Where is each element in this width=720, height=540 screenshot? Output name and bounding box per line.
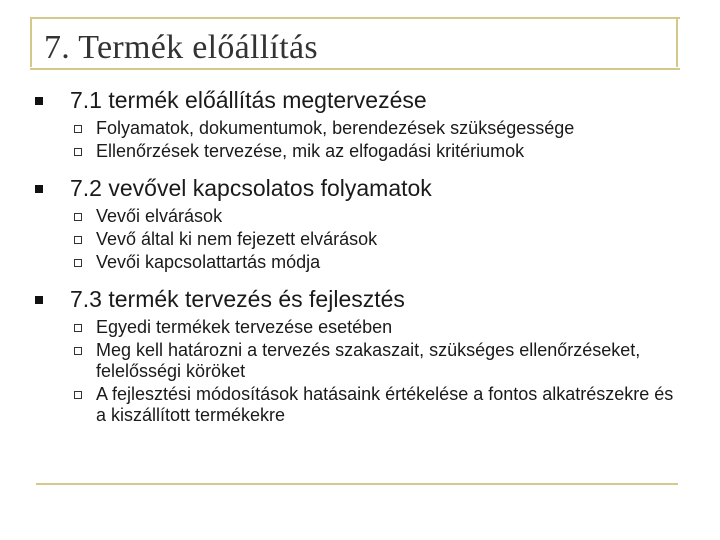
title-frame-left-line <box>30 17 32 67</box>
list-item <box>32 141 682 162</box>
section-heading-text: 7.2 vevővel kapcsolatos folyamatok <box>70 175 432 201</box>
list-item-text: Vevő által ki nem fejezett elvárások <box>96 229 378 249</box>
hollow-square-icon <box>74 213 82 221</box>
list-item-text: Folyamatok, dokumentumok, berendezések szükségessége <box>96 118 575 138</box>
slide-title: 7. Termék előállítás <box>44 29 318 66</box>
section-heading-text: 7.1 termék előállítás megtervezése <box>70 87 427 113</box>
filled-square-icon <box>35 185 43 193</box>
title-frame-top-line <box>30 17 680 19</box>
hollow-square-icon <box>74 324 82 332</box>
title-frame-right-line <box>676 17 678 67</box>
filled-square-icon <box>35 296 43 304</box>
list-item-text: Vevői elvárások <box>96 206 223 226</box>
hollow-square-icon <box>74 236 82 244</box>
hollow-square-icon <box>74 391 82 399</box>
list-item <box>32 252 682 273</box>
list-item <box>32 340 682 382</box>
list-item-text: Meg kell határozni a tervezés szakaszait, szükséges ellenőrzéseket, felelősségi köröket <box>96 340 641 381</box>
footer-rule <box>36 483 678 485</box>
list-item <box>32 384 682 426</box>
slide-body <box>32 84 682 428</box>
list-item-text: A fejlesztési módosítások hatásaink értékelése a fontos alkatrészekre és a kiszállított termékekre <box>96 384 674 425</box>
hollow-square-icon <box>74 259 82 267</box>
hollow-square-icon <box>74 148 82 156</box>
list-item <box>32 118 682 139</box>
list-item <box>32 206 682 227</box>
sublist-7-2 <box>32 206 682 273</box>
section-heading-7-1 <box>32 84 682 116</box>
list-item <box>32 317 682 338</box>
list-item-text: Ellenőrzések tervezése, mik az elfogadási kritériumok <box>96 141 525 161</box>
sublist-7-3 <box>32 317 682 426</box>
hollow-square-icon <box>74 125 82 133</box>
sublist-7-1 <box>32 118 682 162</box>
section-heading-text: 7.3 termék tervezés és fejlesztés <box>70 286 405 312</box>
title-underline <box>30 68 680 70</box>
filled-square-icon <box>35 97 43 105</box>
section-heading-7-2 <box>32 172 682 204</box>
list-item <box>32 229 682 250</box>
list-item-text: Vevői kapcsolattartás módja <box>96 252 321 272</box>
list-item-text: Egyedi termékek tervezése esetében <box>96 317 393 337</box>
section-heading-7-3 <box>32 283 682 315</box>
hollow-square-icon <box>74 347 82 355</box>
